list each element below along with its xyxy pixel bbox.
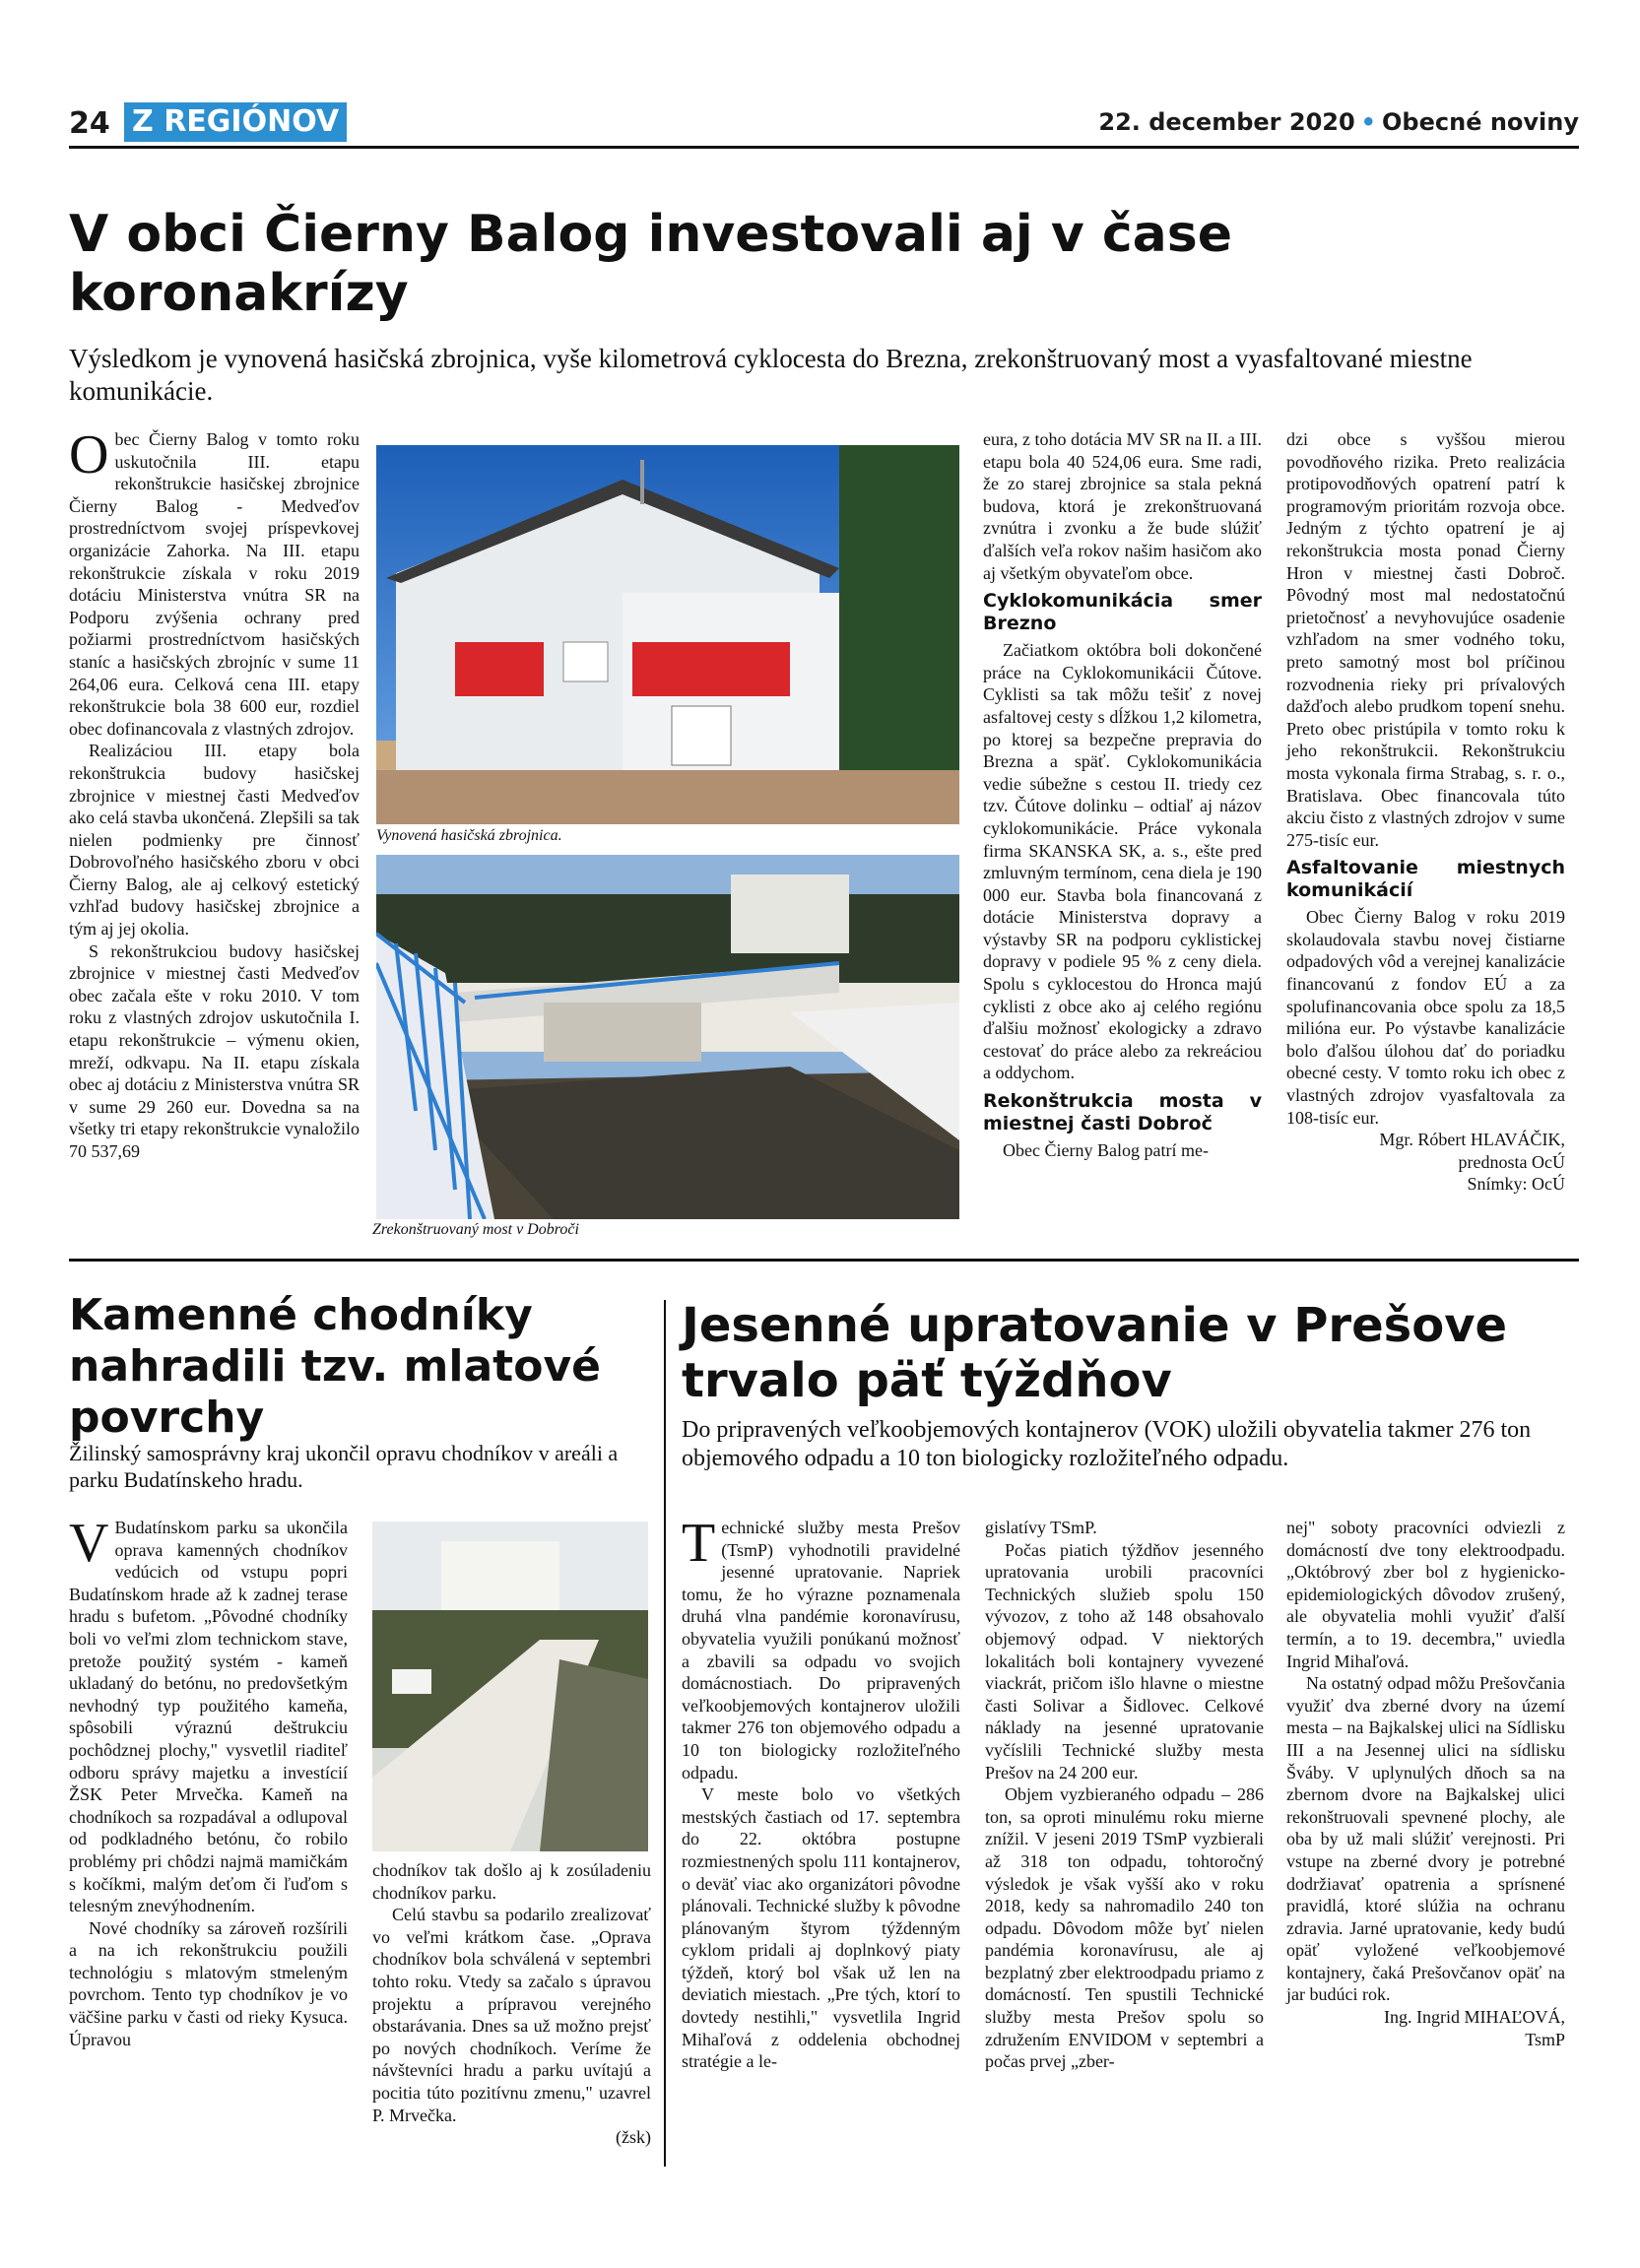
author-signature: Mgr. Róbert HLAVÁČIK, [1379, 1130, 1565, 1150]
article1-column-4 [1286, 428, 1565, 1196]
drop-cap: T [682, 1513, 716, 1574]
article3-title: Jesenné upratovanie v Prešove trvalo päť týždňov [682, 1298, 1508, 1408]
article2-lead: Žilinský samosprávny kraj ukončil opravu chodníkov v areáli a parku Budatínskeho hradu. [69, 1441, 619, 1492]
photo-credit: Snímky: OcÚ [1467, 1174, 1565, 1195]
paragraph: S rekonštrukciou budovy hasičskej zbrojnice v miestnej časti Medveďov obec začala ešte v roku 2010. V tom roku z vlastných zdrojov uskutočnila I. etapu rekonštrukcie – výmenu okien, mreží, odkvapu. Na II. etapu získala obec aj dotáciu z Ministerstva vnútra SR v sume 29 260 eur. Dovedna sa na všetky tri etapy rekonštrukcie vynaložilo 70 537,69 [69, 940, 360, 1161]
article2-column-1 [69, 1513, 348, 2050]
column-divider [664, 1300, 666, 2167]
paragraph: dzi obce s vyššou mierou povodňového rizika. Preto realizácia protipovodňových opatrení patrí k programovým prioritám rozvoja obce. Jedným z týchto opatrení je aj rekonštrukcia mosta ponad Čierny Hron v miestnej časti Dobroč. Pôvodný most mal nedostatočnú prietočnosť a nevyhovujúce osadenie vzhľadom na smer vodného toku, preto samotný most bol príčinou rozvodnenia rieky pri prívalových dažďoch alebo prudkom topení snehu. Preto obec pristúpila v tomto roku k jeho rekonštrukcii. Rekonštrukciu mosta vykonala firma Strabag, s. r. o., Bratislava. Obec financovala túto akciu čisto z vlastných zdrojov v sume 275-tisíc eur. [1286, 429, 1565, 850]
drop-cap: O [69, 424, 109, 486]
separator-dot: • [1360, 108, 1377, 136]
park-path-photo [372, 1522, 648, 1851]
paragraph: Celú stavbu sa podarilo zrealizovať vo veľmi krátkom čase. „Oprava chodníkov bola schválená v septembri tohto roku. Vtedy sa začalo s úpravou projektu a prípravou verejného obstarávania. Dnes sa už možno prejsť po nových chodníkoch. Veríme že návštevníci hradu a parku uvítajú a pocitia túto pozitívnu zmenu," uzavrel P. Mrvečka. [372, 1905, 651, 2125]
paragraph: V meste bolo vo všetkých mestských častiach od 17. septembra do 22. októbra postupne rozmiestnených spolu 111 kontajnerov, o deväť viac ako organizátori pôvodne plánovali. Technické služby k pôvodne plánovaným štyrom týždenným cyklom pridali aj doplnkový piaty týždeň, ktorý bol však už len na deviatich miestach. „Pre tých, ktorí to dovtedy nestihli," vysvetlila Ingrid Mihaľová z oddelenia obchodnej stratégie a le- [682, 1784, 960, 2072]
paragraph: Začiatkom októbra boli dokončené práce na Cyklokomunikácii Čútove. Cyklisti sa tak môžu tešiť z novej asfaltovej cesty s dĺžkou 1,2 kilometra, po ktorej sa bezpečne prepravia do Brezna a späť. Cyklokomunikácia vedie súbežne s cestou II. triedy cez tzv. Čútove dolinku – odtiaľ aj názov cyklokomunikácie. Práce vykonala firma SKANSKA SK, a. s., ešte pred zmluvným termínom, cena diela je 190 000 eur. Stavba bola financovaná z dotácie Ministerstva dopravy a výstavby SR na podporu cyklistickej dopravy v podiele 95 % z ceny diela. Spolu s cyklocestou do Hronca majú cyklisti z obce ako aj celého regiónu ďalšiu možnosť ekologicky a zdravo cestovať do práce alebo za rekreáciou a oddychom. [983, 640, 1262, 1083]
article1-column-1 [69, 424, 360, 1163]
page-number: 24 [69, 106, 110, 141]
author-signature: Ing. Ingrid MIHAĽOVÁ, [1384, 2007, 1565, 2028]
article2-title: Kamenné chodníky nahradili tzv. mlatové povrchy [69, 1290, 601, 1443]
section-label: Z REGIÓNOV [124, 102, 347, 142]
article1-column-3 [983, 428, 1262, 1162]
article1-lead: Výsledkom je vynovená hasičská zbrojnica, vyše kilometrová cyklocesta do Brezna, zrekonštruovaný most a vyasfaltované miestne komunikácie. [69, 344, 1473, 406]
subheading: Rekonštrukcia mosta v miestnej časti Dobroč [983, 1090, 1262, 1135]
paragraph: Počas piatich týždňov jesenného upratovania urobili pracovníci Technických služieb spolu 150 vývozov, z toho až 148 obsahovalo objemový odpad. V niektorých lokalitách boli kontajnery vyvezené viackrát, pričom išlo hlavne o miestne časti Solivar a Šidlovec. Celkové náklady na jesenné upratovanie vyčíslili Technické služby mesta Prešov na 24 200 eur. [985, 1539, 1264, 1782]
photo-caption: Zrekonštruovaný most v Dobroči [372, 1221, 579, 1238]
paragraph: eura, z toho dotácia MV SR na II. a III. etapu bola 40 524,06 eura. Sme radi, že zo starej zbrojnice sa stala pekná budova, ktorá je zrekonštruovaná zvnútra i zvonku a že bude slúžiť ďalších veľa rokov našim hasičom ako aj všetkým obyvateľom obce. [983, 429, 1262, 583]
article-divider [69, 1259, 1579, 1262]
bridge-photo [376, 855, 959, 1219]
source-tag: (žsk) [616, 2127, 651, 2148]
paper-name: Obecné noviny [1382, 108, 1579, 136]
paragraph: Na ostatný odpad môžu Prešovčania využiť dva zberné dvory na území mesta – na Bajkalskej ulici na Sídlisku III a na Jesennej ulici na sídlisku Šváby. V uplynulých dňoch sa na zbernom dvore na Bajkalskej ulici rekonštruovali spevnené plochy, ale oba by už mali slúžiť verejnosti. Pri vstupe na zberné dvory je potrebné dodržiavať opatrenia a sprísnené pravidlá, ktoré slúžia na ochranu zdravia. Jarné upratovanie, kedy budú opäť vyložené veľkoobjemové kontajnery, čaká Prešovčanov opäť na jar budúci rok. [1286, 1673, 1565, 2005]
article3-lead: Do pripravených veľkoobjemových kontajnerov (VOK) uložili obyvatelia takmer 276 ton objemového odpadu a 10 ton biologicky rozložiteľného odpadu. [682, 1417, 1532, 1471]
photo-caption: Vynovená hasičská zbrojnica. [376, 827, 562, 844]
paragraph: bec Čierny Balog v tomto roku uskutočnila III. etapu rekonštrukcie hasičskej zbrojnice Čierny Balog - Medveďov prostredníctvom svojej príspevkovej organizácie Zahorka. Na III. etapu rekonštrukcie získala v roku 2019 dotáciu Ministerstva vnútra SR na Podporu zvýšenia ochrany pred požiarmi prostredníctvom hasičských staníc a hasičských zbrojníc v sume 11 264,06 eura. Celková cena III. etapy rekonštrukcie bola 38 600 eur, rozdiel obec dofinancovala z vlastných zdrojov. [69, 429, 360, 739]
issue-info [1098, 108, 1579, 136]
article2-column-2 [372, 1859, 651, 2149]
paragraph: Objem vyzbieraného odpadu – 286 ton, sa oproti minulému roku mierne znížil. V jeseni 2019 TSmP vyzbierali až 318 ton odpadu, tohtoročný výsledok je však vyšší ako v roku 2018, kedy sa nahromadilo 240 ton odpadu. Dôvodom môže byť nielen pandémia koronavírusu, ale aj bezplatný zber elektroodpadu priamo z domácností. Ten spustili Technické služby mesta Prešov spolu so združením ENVIDOM v septembri a počas prvej „zber- [985, 1784, 1264, 2072]
paragraph: chodníkov tak došlo aj k zosúladeniu chodníkov parku. [372, 1860, 651, 1903]
paragraph: Budatínskom parku sa ukončila oprava kamenných chodníkov vedúcich od vstupu popri Budatínskom hrade až k zadnej terase hradu s bufetom. „Pôvodné chodníky boli vo veľmi zlom technickom stave, pretože použitý systém - kameň ukladaný do betónu, no predovšetkým nevhodný typ použitého kameňa, spôsobili výraznú deštrukciu pochôdznej plochy," vysvetlil riaditeľ odboru správy majetku a investícií ŽSK Peter Mrvečka. Kameň na chodníkoch sa rozpadával a odlupoval od podkladného betónu, čo robilo problémy pri chôdzi najmä mamičkám s kočíkmi, malým deťom či ľuďom s telesným znevýhodnením. [69, 1518, 348, 1916]
author-organization: TsmP [1525, 2029, 1565, 2049]
drop-cap: V [69, 1513, 109, 1574]
header-rule [69, 146, 1579, 149]
article3-column-3 [1286, 1517, 1565, 2050]
paragraph: Obec Čierny Balog patrí me- [1003, 1140, 1209, 1161]
author-role: prednosta OcÚ [1458, 1151, 1565, 1172]
article3-column-2 [985, 1517, 1264, 2073]
article3-column-1 [682, 1513, 960, 2073]
subheading: Asfaltovanie miestnych komunikácií [1286, 857, 1565, 902]
paragraph: echnické služby mesta Prešov (TsmP) vyhodnotili pravidelné jesenné upratovanie. Napriek tomu, že ho výrazne poznamenala druhá vlna pandémie koronavírusu, obyvatelia využili ponúkanú možnosť a zbavili sa odpadu vo svojich domácnostiach. Do pripravených veľkoobjemových kontajnerov uložili takmer 276 ton objemového odpadu a 10 ton biologicky rozložiteľného odpadu. [682, 1518, 960, 1782]
article1-title: V obci Čierny Balog investovali aj v čase koronakrízy [69, 205, 1232, 323]
paragraph: Realizáciou III. etapy bola rekonštrukcia budovy hasičskej zbrojnice v miestnej časti Medveďov ako celá stavba ukončená. Zlepšili sa tak nielen podmienky pre činnosť Dobrovoľného hasičského zboru v obci Čierny Balog, ale aj celkový estetický vzhľad budovy hasičskej zbrojnice a tým aj jej okolia. [69, 741, 360, 940]
paragraph: nej" soboty pracovníci odviezli z domácností dve tony elektroodpadu. „Októbrový zber bol z hygienicko-epidemiologických dôvodov zrušený, ale obyvatelia mohli využiť ďalší termín, a to 19. decembra," uviedla Ingrid Mihaľová. [1286, 1518, 1565, 1671]
paragraph: Nové chodníky sa zároveň rozšírili a na ich rekonštrukciu použili technológiu s mlatovým stmeleným povrchom. Tento typ chodníkov je vo väčšine parku v časti od rieky Kysuca. Úpravou [69, 1917, 348, 2049]
subheading: Cyklokomunikácia smer Brezno [983, 590, 1262, 635]
issue-date: 22. december 2020 [1098, 108, 1355, 136]
paragraph: gislatívy TSmP. [985, 1518, 1097, 1537]
paragraph: Obec Čierny Balog v roku 2019 skolaudovala stavbu novej čistiarne odpadových vôd a verejnej kanalizácie financovanú z fondov EÚ a za spolufinancovania obce spolu za 18,5 milióna eur. Po výstavbe kanalizácie bolo ďalšou úlohou dať do poriadku obecné cesty. V tomto roku ich obec z vlastných zdrojov vyasfaltovala za 108-tisíc eur. [1286, 907, 1565, 1128]
fire-station-photo [376, 445, 959, 824]
